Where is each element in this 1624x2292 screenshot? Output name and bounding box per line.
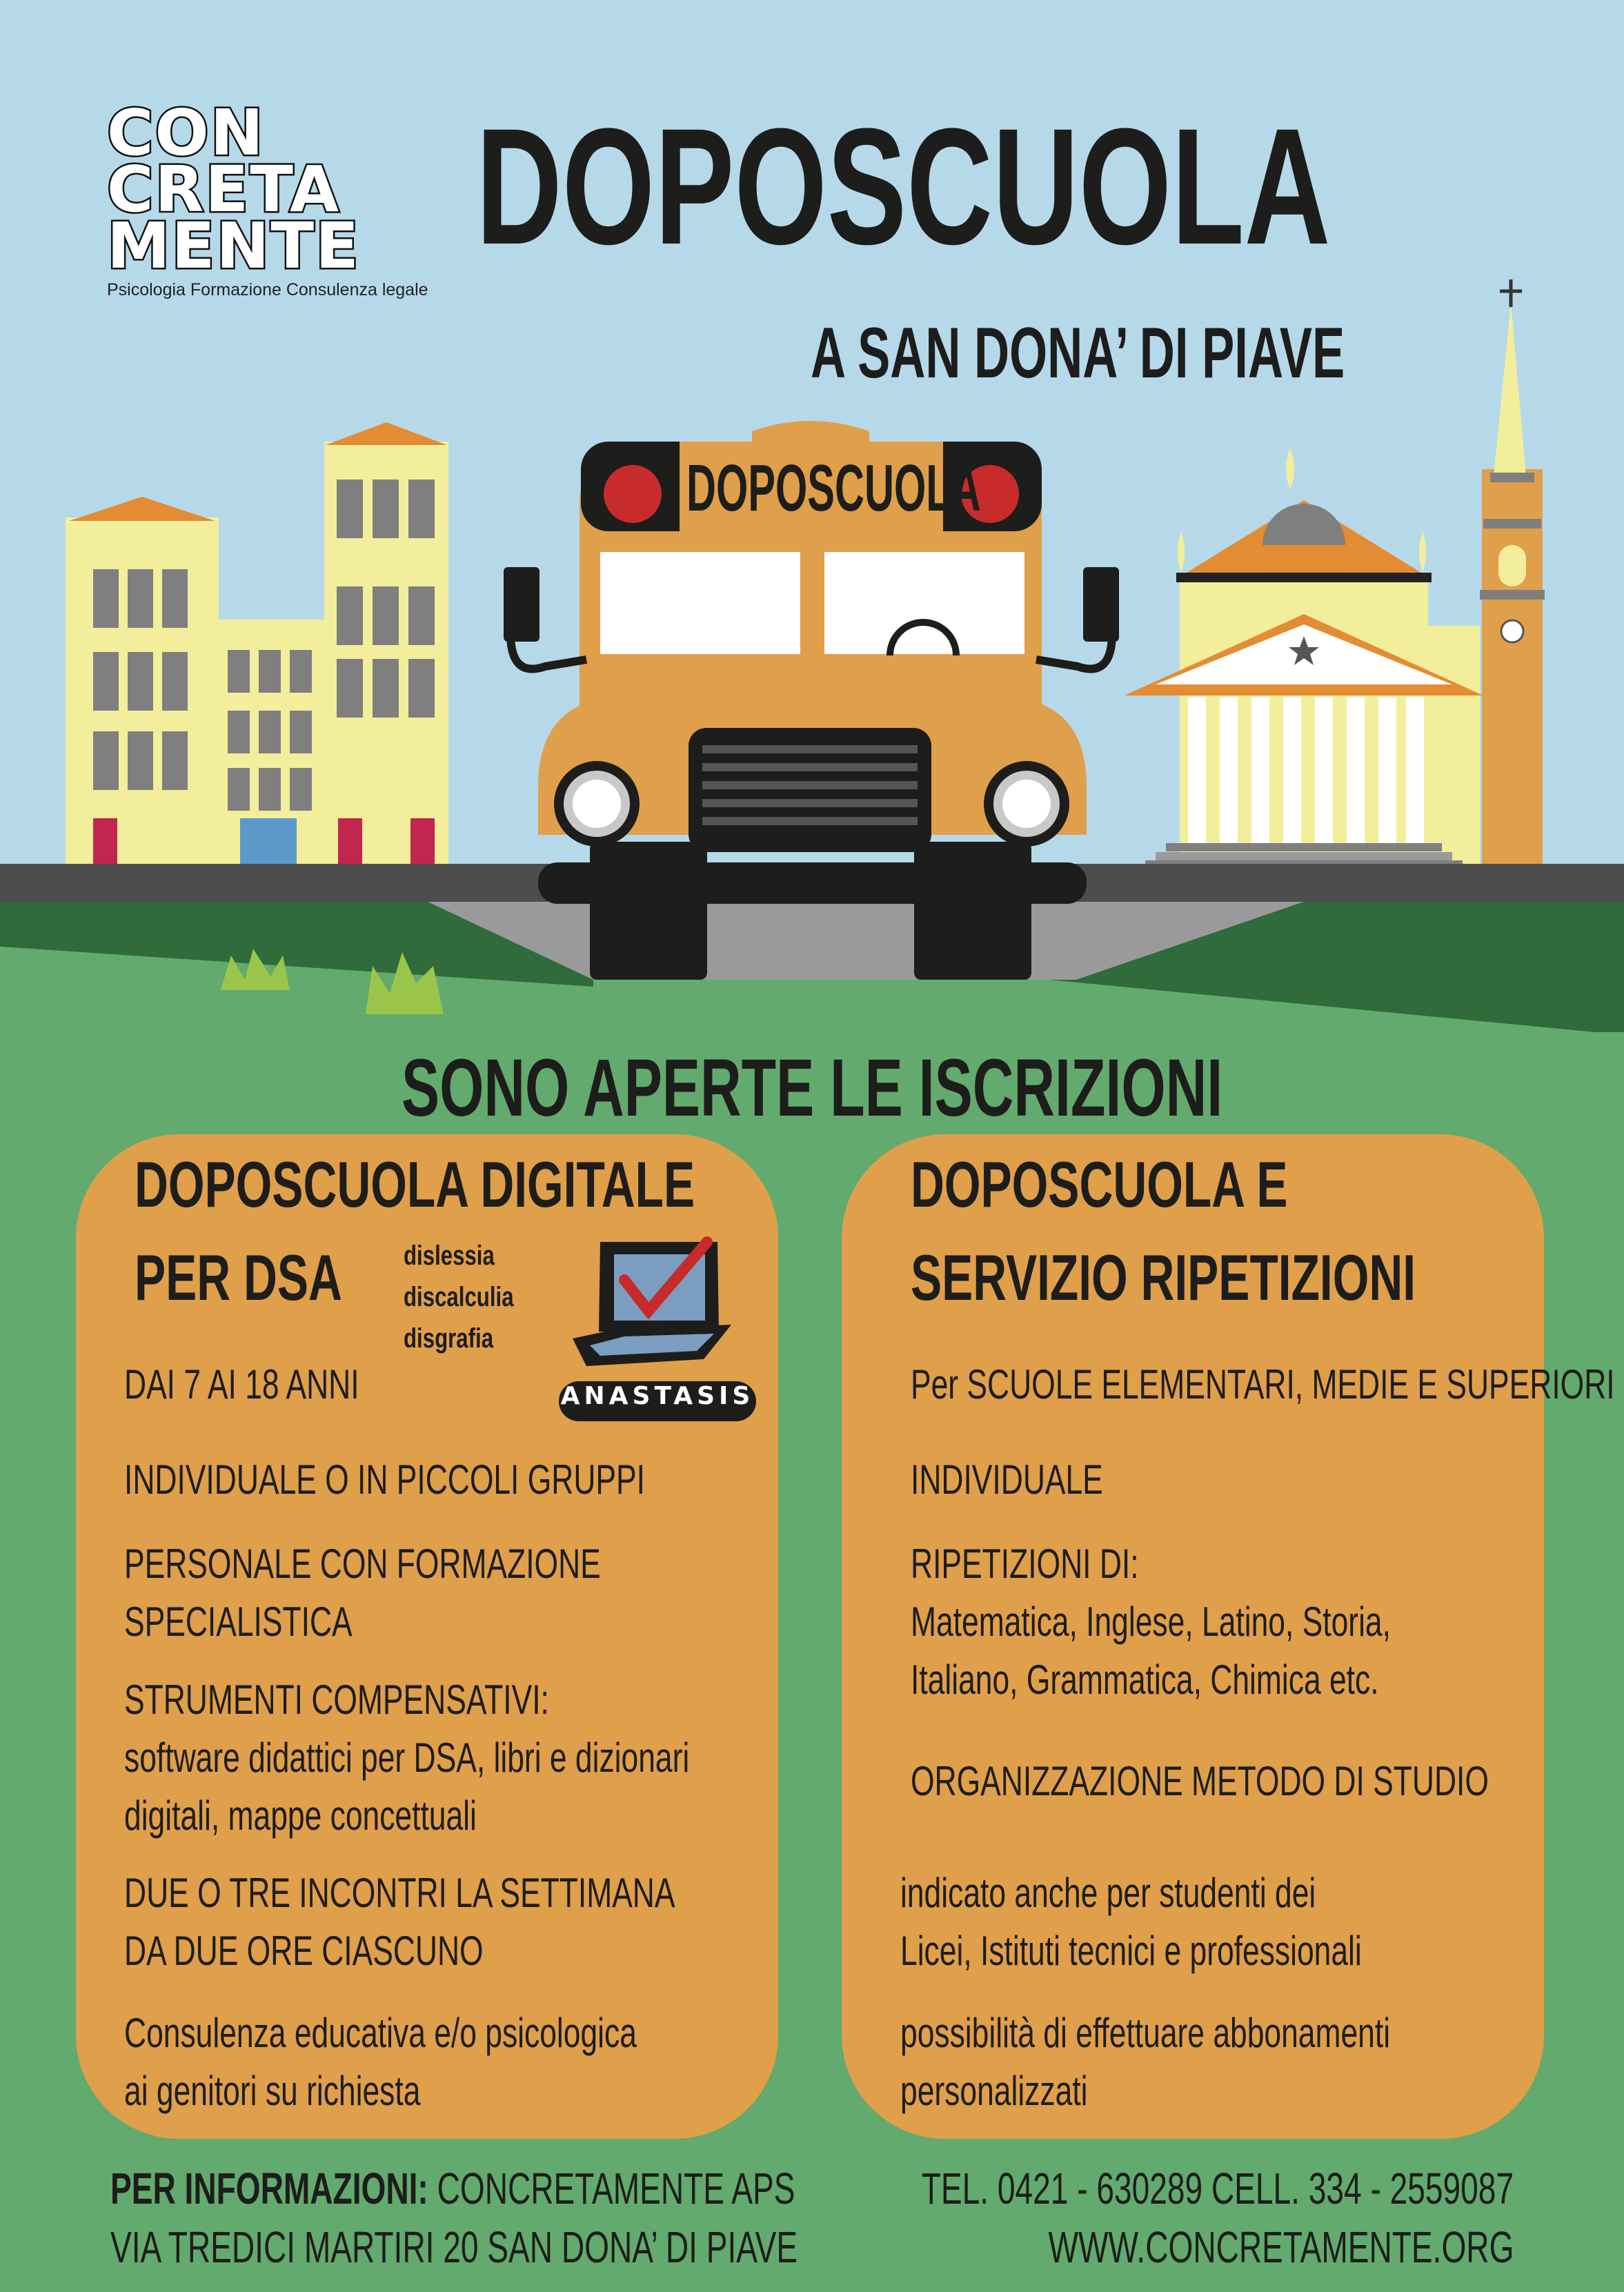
dsa-type-list bbox=[404, 1235, 545, 1359]
left-card-title: PER DSA bbox=[135, 1241, 342, 1314]
right-card-item: possibilità di effettuare abbonamenti bbox=[900, 2010, 1391, 2056]
right-card-item: indicato anche per studenti dei bbox=[900, 1870, 1316, 1916]
info-label: PER INFORMAZIONI: bbox=[110, 2164, 428, 2213]
left-card-item: DA DUE ORE CIASCUNO bbox=[124, 1928, 484, 1974]
left-card-item: software didattici per DSA, libri e dizionari bbox=[124, 1735, 690, 1781]
bus-sign: DOPOSCUOLA bbox=[686, 451, 981, 525]
left-card-title: DOPOSCUOLA DIGITALE bbox=[135, 1148, 695, 1221]
right-card-title: SERVIZIO RIPETIZIONI bbox=[911, 1241, 1416, 1314]
enrollment-heading: SONO APERTE LE ISCRIZIONI bbox=[401, 1043, 1223, 1134]
logo-line: CON bbox=[107, 96, 265, 170]
right-card-item: RIPETIZIONI DI: bbox=[911, 1541, 1139, 1587]
organization-name: CONCRETAMENTE APS bbox=[437, 2164, 795, 2213]
right-card-item: INDIVIDUALE bbox=[911, 1456, 1103, 1503]
dsa-type: dislessia bbox=[404, 1241, 495, 1271]
dsa-type: discalculia bbox=[404, 1282, 514, 1312]
left-card-item: PERSONALE CON FORMAZIONE bbox=[124, 1541, 601, 1587]
left-card-item: digitali, mappe concettuali bbox=[124, 1792, 477, 1839]
right-card-item: personalizzati bbox=[900, 2068, 1088, 2114]
page-title: DOPOSCUOLA bbox=[476, 94, 1331, 279]
right-card-title: DOPOSCUOLA E bbox=[911, 1148, 1288, 1221]
logo-line: CRETA bbox=[107, 152, 341, 226]
right-card-item: Matematica, Inglese, Latino, Storia, bbox=[911, 1599, 1391, 1645]
anastasis-logo-text: ANASTASIS bbox=[560, 1382, 755, 1410]
left-card-item: INDIVIDUALE O IN PICCOLI GRUPPI bbox=[124, 1456, 645, 1503]
right-card-item: Licei, Istituti tecnici e professionali bbox=[900, 1928, 1362, 1974]
address: VIA TREDICI MARTIRI 20 SAN DONA’ DI PIAVE bbox=[110, 2222, 798, 2272]
right-card-item: ORGANIZZAZIONE METODO DI STUDIO bbox=[911, 1758, 1489, 1804]
left-card-item: DAI 7 AI 18 ANNI bbox=[124, 1361, 359, 1407]
right-card-item: Italiano, Grammatica, Chimica etc. bbox=[911, 1657, 1379, 1703]
right-card-item: Per SCUOLE ELEMENTARI, MEDIE E SUPERIORI bbox=[911, 1361, 1615, 1407]
logo-tagline: Psicologia Formazione Consulenza legale bbox=[107, 280, 428, 299]
page-subtitle: A SAN DONA’ DI PIAVE bbox=[811, 313, 1345, 393]
dsa-type: disgrafia bbox=[404, 1323, 494, 1354]
logo-line: MENTE bbox=[107, 209, 360, 283]
left-card-item: SPECIALISTICA bbox=[124, 1599, 353, 1645]
left-card-item: STRUMENTI COMPENSATIVI: bbox=[124, 1677, 549, 1723]
concretamente-logo bbox=[107, 96, 428, 300]
left-card-item: ai genitori su richiesta bbox=[124, 2068, 421, 2114]
website-link[interactable]: WWW.CONCRETAMENTE.ORG bbox=[1048, 2222, 1514, 2272]
left-card-item: DUE O TRE INCONTRI LA SETTIMANA bbox=[124, 1870, 675, 1916]
left-card-item: Consulenza educativa e/o psicologica bbox=[124, 2010, 637, 2056]
contact-info bbox=[110, 2166, 795, 2211]
phone-numbers: TEL. 0421 - 630289 CELL. 334 - 2559087 bbox=[921, 2164, 1514, 2213]
